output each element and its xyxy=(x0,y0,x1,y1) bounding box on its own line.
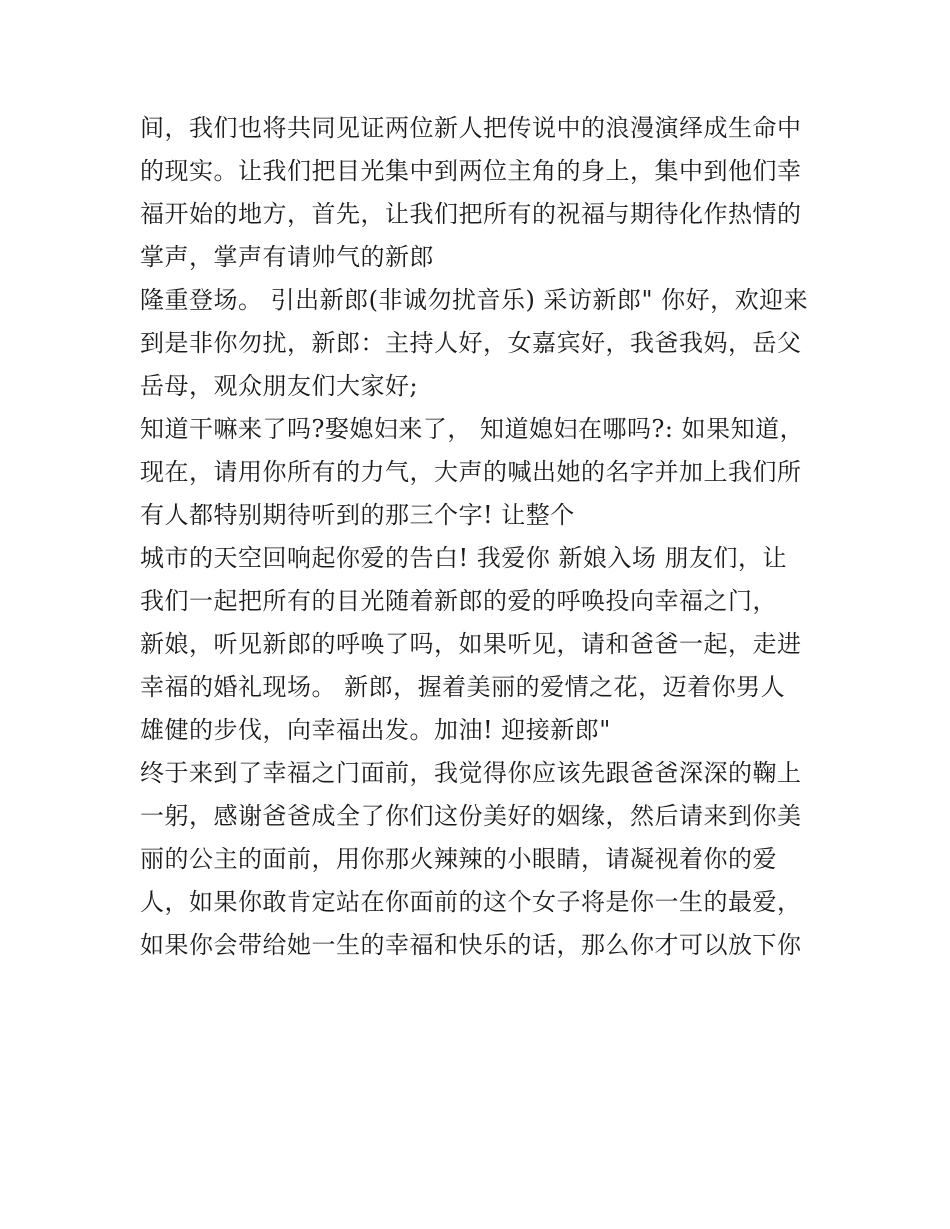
text-line: 到是非你勿扰，新郎：主持人好，女嘉宾好，我爸我妈，岳父 xyxy=(140,329,802,357)
text-line: 如果你会带给她一生的幸福和快乐的话，那么你才可以放下你 xyxy=(140,931,802,959)
text-line: 有人都特别期待听到的那三个字! 让整个 xyxy=(140,501,575,529)
text-line: 幸福的婚礼现场。 新郎，握着美丽的爱情之花，迈着你男人 xyxy=(140,673,786,701)
text-line: 隆重登场。 引出新郎(非诚勿扰音乐) 采访新郎" 你好，欢迎来 xyxy=(140,286,809,314)
text-line: 知道干嘛来了吗?娶媳妇来了， 知道媳妇在哪吗?: 如果知道， xyxy=(140,415,805,443)
text-line: 人，如果你敢肯定站在你面前的这个女子将是你一生的最爱， xyxy=(140,888,802,916)
text-line: 掌声，掌声有请帅气的新郎 xyxy=(140,243,434,271)
document-body xyxy=(140,107,820,967)
text-line: 的现实。让我们把目光集中到两位主角的身上，集中到他们幸 xyxy=(140,157,802,185)
text-line: 福开始的地方，首先，让我们把所有的祝福与期待化作热情的 xyxy=(140,200,802,228)
text-line: 城市的天空回响起你爱的告白! 我爱你 新娘入场 朋友们，让 xyxy=(140,544,788,572)
text-line: 岳母，观众朋友们大家好; xyxy=(140,372,419,400)
text-line: 我们一起把所有的目光随着新郎的爱的呼唤投向幸福之门， xyxy=(140,587,777,615)
text-line: 终于来到了幸福之门面前，我觉得你应该先跟爸爸深深的鞠上 xyxy=(140,759,802,787)
text-line: 新娘，听见新郎的呼唤了吗，如果听见，请和爸爸一起，走进 xyxy=(140,630,802,658)
text-line: 间，我们也将共同见证两位新人把传说中的浪漫演绎成生命中 xyxy=(140,114,802,142)
text-line: 丽的公主的面前，用你那火辣辣的小眼睛，请凝视着你的爱 xyxy=(140,845,777,873)
text-line: 一躬，感谢爸爸成全了你们这份美好的姻缘，然后请来到你美 xyxy=(140,802,802,830)
text-line: 雄健的步伐，向幸福出发。加油! 迎接新郎" xyxy=(140,716,611,744)
text-line: 现在，请用你所有的力气，大声的喊出她的名字并加上我们所 xyxy=(140,458,802,486)
